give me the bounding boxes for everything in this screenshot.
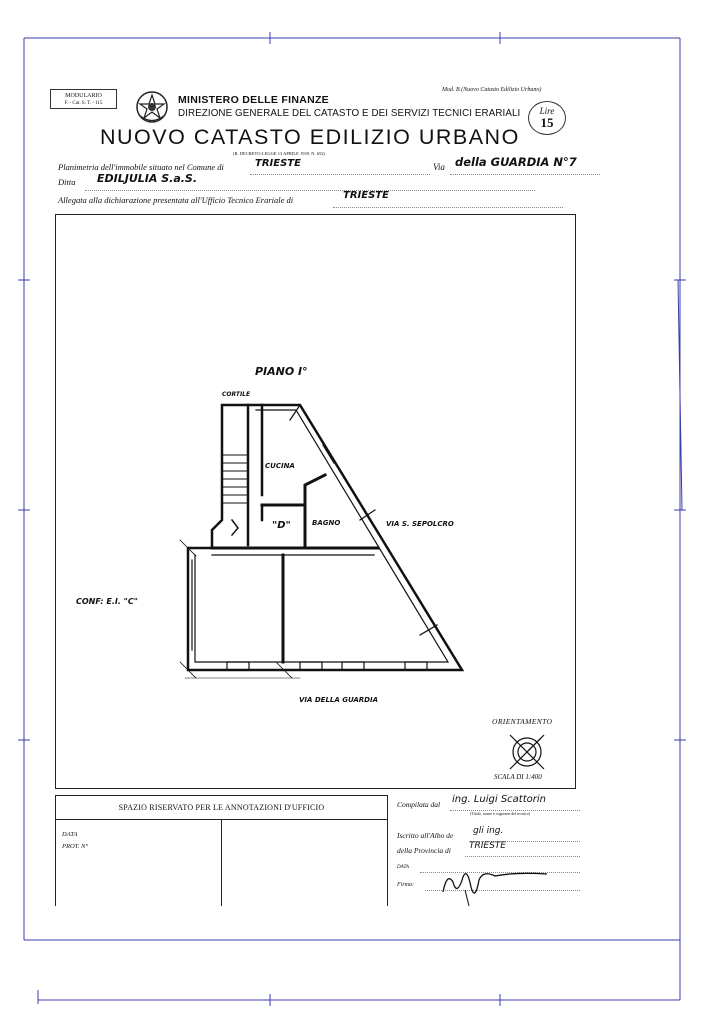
ufficio-value: TRIESTE <box>343 190 389 201</box>
compilata-value: ing. Luigi Scattorin <box>452 794 546 805</box>
bagno-label: BAGNO <box>312 519 341 527</box>
compilata-note: (Titolo, nome e cognome del tecnico) <box>470 811 531 816</box>
ministry-title: MINISTERO DELLE FINANZE <box>178 94 329 106</box>
ditta-value: EDILJULIA S.a.S. <box>97 172 198 185</box>
office-data-label: DATA <box>62 831 78 838</box>
conf-label: CONF: E.I. "C" <box>76 597 138 606</box>
office-divider <box>221 820 222 906</box>
compilata-label: Compilata dal <box>397 800 441 809</box>
inner-wall <box>195 410 448 662</box>
via-sepolcro-label: VIA S. SEPOLCRO <box>386 520 454 528</box>
cortile-label: CORTILE <box>222 391 251 398</box>
direction-title: DIREZIONE GENERALE DEL CATASTO E DEI SERVIZI TECNICI ERARIALI <box>178 108 521 119</box>
office-prot-label: PROT. N° <box>62 843 88 850</box>
document-title: NUOVO CATASTO EDILIZIO URBANO <box>100 125 520 149</box>
modulario-line1: MODULARIO <box>65 93 102 99</box>
orientamento-label: ORIENTAMENTO <box>492 717 553 726</box>
ditta-label: Ditta <box>58 177 76 187</box>
provincia-value: TRIESTE <box>469 841 506 851</box>
office-title-bar <box>56 796 387 820</box>
floor-label: PIANO I° <box>255 365 308 378</box>
provincia-line <box>465 854 580 857</box>
compiler-data-label: DATA <box>397 865 409 870</box>
via-guardia-label: VIA DELLA GUARDIA <box>299 696 378 704</box>
signature-icon <box>435 862 555 907</box>
provincia-label: della Provincia di <box>397 846 451 855</box>
compass-icon <box>510 735 544 769</box>
cucina-label: CUCINA <box>265 462 295 470</box>
mod-label: Mod. B (Nuovo Catasto Edilizio Urbano) <box>442 87 542 93</box>
firma-label: Firma: <box>397 882 414 888</box>
stamp-lire: Lire <box>539 106 555 116</box>
scala-label: SCALA DI 1:400 <box>494 773 542 781</box>
outer-wall <box>188 405 462 670</box>
via-value: della GUARDIA N°7 <box>455 155 577 169</box>
decree-line: (R. DECRETO-LEGGE 13 APRILE 1939, N. 652) <box>233 151 326 156</box>
office-title: SPAZIO RISERVATO PER LE ANNOTAZIONI D'UFFICIO <box>118 803 325 812</box>
planimetria-label: Planimetria dell'immobile situato nel Comune di <box>58 162 224 172</box>
iscritto-label: Iscritto all'Albo de <box>397 831 454 840</box>
via-label: Via <box>433 162 445 172</box>
modulario-line2: F. - Cat. S. T. - 115 <box>64 101 103 106</box>
stamp-value: 15 <box>540 115 554 130</box>
d-label: "D" <box>272 520 291 531</box>
office-box <box>55 795 388 906</box>
allegata-label: Allegata alla dichiarazione presentata all'Ufficio Tecnico Erariale di <box>58 195 294 205</box>
iscritto-value: gli ing. <box>473 826 504 836</box>
comune-value: TRIESTE <box>255 158 301 169</box>
